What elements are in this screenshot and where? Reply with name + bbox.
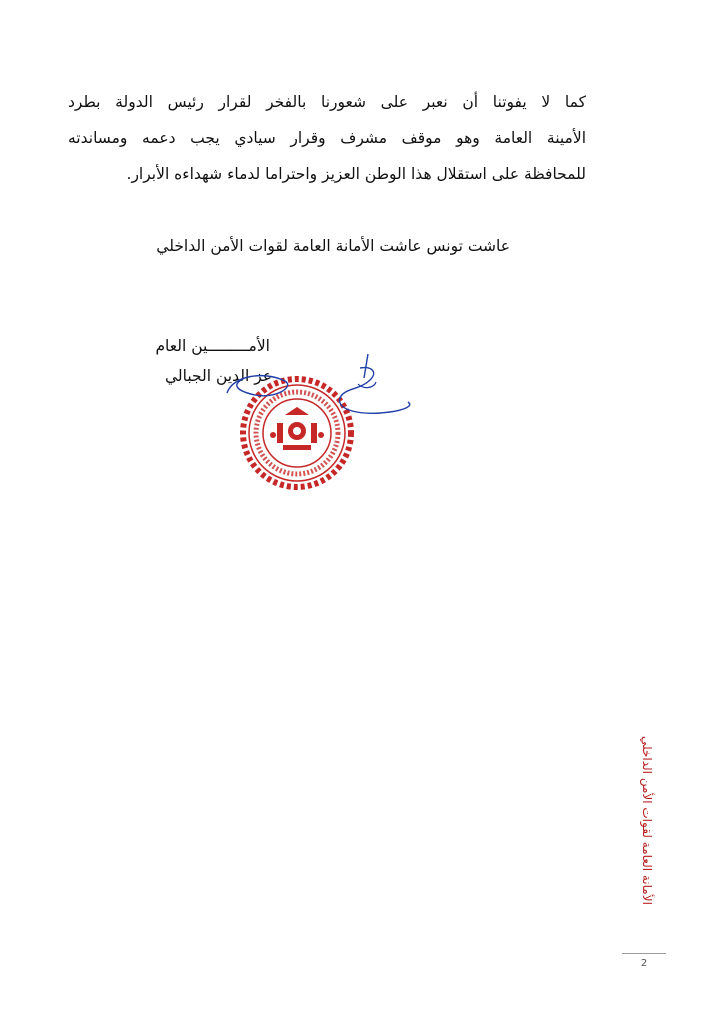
closing-motto: عاشت تونس عاشت الأمانة العامة لقوات الأمن الداخلي (156, 237, 510, 255)
paragraph-line-3: للمحافظة على استقلال هذا الوطن العزيز واحتراما لدماء شهداءه الأبرار. (126, 165, 586, 183)
margin-org-name: الأمانة العامة لقوات الأمن الداخلي (640, 736, 654, 905)
page-number: 2 (640, 958, 648, 969)
paragraph-line-1: كما لا يفوتنا أن نعبر على شعورنا بالفخر لقرار رئيس الدولة بطرد (68, 93, 586, 111)
handwritten-signature (330, 350, 420, 420)
signatory-name: عز الدين الجبالي (164, 367, 272, 385)
paragraph-line-2: الأمينة العامة وهو موقف مشرف وقرار سيادي يجب دعمه ومساندته (68, 129, 586, 147)
footer-divider (622, 953, 666, 954)
body-paragraph (68, 84, 586, 192)
signatory-title: الأمـــــــــين العام (155, 337, 270, 355)
